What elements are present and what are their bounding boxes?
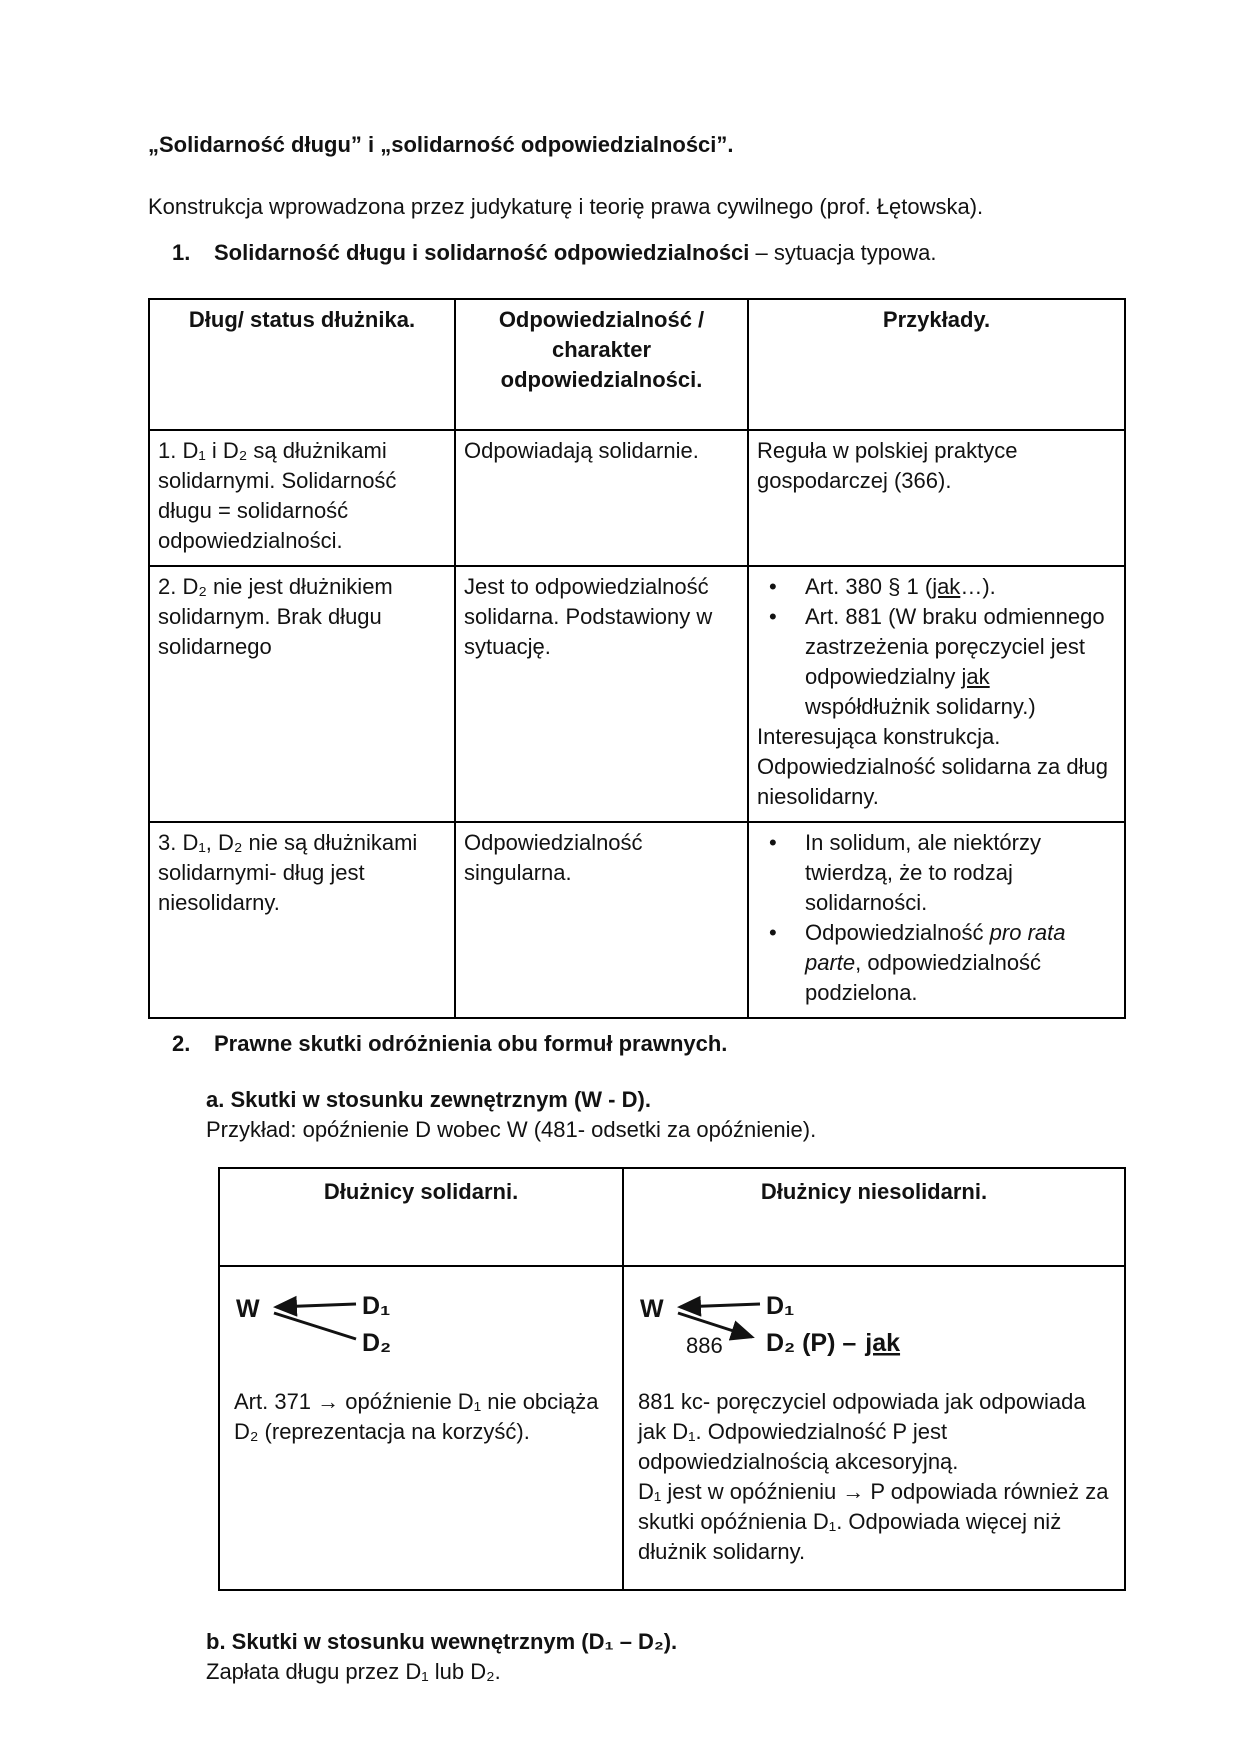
bullet-text [805,918,1116,1008]
header-odpowiedzialnosc: Odpowiedzialność / charakter odpowiedzialności. [455,299,748,430]
relation-diagram-niesolidarni [638,1279,1108,1363]
table-header-row [149,299,1125,430]
list-item [757,828,1116,918]
node-w: W [236,1295,260,1323]
item-text [214,238,937,268]
line-w-d2 [274,1313,356,1339]
table-dluznicy [218,1167,1126,1591]
bullet-icon: • [769,574,777,599]
header-przyklady: Przykłady. [748,299,1125,430]
header-dluznicy-solidarni: Dłużnicy solidarni. [219,1168,623,1266]
node-d2-text: D₂ (P) – [766,1329,857,1357]
cell-text: Art. 371 → opóźnienie D₁ nie obciąża D₂ (reprezentacja na korzyść). [234,1389,599,1444]
section-b-line: Zapłata długu przez D₁ lub D₂. [206,1659,501,1684]
section-a-heading: a. Skutki w stosunku zewnętrznym (W - D). [206,1087,651,1112]
node-d2 [766,1329,900,1357]
bullet-text-pre: Odpowiedzialność [805,920,990,945]
cell-text: 881 kc- poręczyciel odpowiada jak odpowiada jak D₁. Odpowiedzialność P jest odpowiedzialnością akcesoryjną. [638,1389,1086,1474]
cell-przyklady-1: Reguła w polskiej praktyce gospodarczej (366). [748,430,1125,566]
line-w-d1 [276,1304,356,1307]
node-w: W [640,1295,664,1323]
cell-note: Interesująca konstrukcja. Odpowiedzialność solidarna za dług niesolidarny. [757,724,1108,809]
cell-przyklady-2 [748,566,1125,822]
list-item [757,918,1116,1008]
list-item [757,572,1116,602]
list-item [757,602,1116,722]
section-a-example: Przykład: opóźnienie D wobec W (481- odsetki za opóźnienie). [206,1117,817,1142]
cell-text: D₁ jest w opóźnieniu → P odpowiada również za skutki opóźnienia D₁. Odpowiada więcej niż dłużnik solidarny. [638,1479,1109,1564]
node-d2-underlined: jak [865,1329,901,1357]
numbered-item-1 [148,238,1124,268]
cell-niesolidarni [623,1266,1125,1590]
item-normal-text: – sytuacja typowa. [749,240,937,265]
cell-odpowiedzialnosc-3: Odpowiedzialność singularna. [455,822,748,1018]
bullet-text-italic: pro rata parte [805,920,1066,975]
bullet-icon: • [769,604,777,629]
cell-dlug-1: 1. D₁ i D₂ są dłużnikami solidarnymi. Solidarność długu = solidarność odpowiedzialności. [149,430,455,566]
item-number: 1. [172,240,191,265]
table-dlug-odpowiedzialnosc [148,298,1126,1019]
bullet-text-post: …). [960,574,996,599]
table-row [219,1266,1125,1590]
table-row [149,430,1125,566]
edge-label-886: 886 [686,1333,723,1358]
bullet-text-post: współdłużnik solidarny.) [805,694,1036,719]
header-dluznicy-niesolidarni: Dłużnicy niesolidarni. [623,1168,1125,1266]
line-w-d1 [680,1304,760,1307]
bullet-text-underlined: jak [961,664,990,689]
node-d2: D₂ [362,1329,392,1357]
page-title: „Solidarność długu” i „solidarność odpowiedzialności”. [148,132,734,157]
document-content [148,0,1124,1687]
table-row [149,566,1125,822]
bullet-text [805,572,1116,602]
section-b-heading: b. Skutki w stosunku wewnętrznym (D₁ – D₂). [206,1629,678,1654]
bullet-text: In solidum, ale niektórzy twierdzą, że to rodzaj solidarności. [805,830,1041,915]
cell-odpowiedzialnosc-1: Odpowiadają solidarnie. [455,430,748,566]
header-dlug: Dług/ status dłużnika. [149,299,455,430]
relation-diagram-solidarni [234,1279,604,1363]
node-d1: D₁ [766,1292,795,1320]
numbered-item-2 [148,1029,1124,1059]
bullet-text-underlined: jak [932,574,961,599]
bullet-text-pre: Art. 380 § 1 ( [805,574,933,599]
table-row [149,822,1125,1018]
table-header-row [219,1168,1125,1266]
item-number: 2. [172,1031,191,1056]
bullet-icon: • [769,920,777,945]
bullet-text-post: , odpowiedzialność podzielona. [805,950,1042,1005]
cell-odpowiedzialnosc-2: Jest to odpowiedzialność solidarna. Podstawiony w sytuację. [455,566,748,822]
cell-dlug-3: 3. D₁, D₂ nie są dłużnikami solidarnymi- dług jest niesolidarny. [149,822,455,1018]
bullet-text-pre: Art. 881 (W braku odmiennego zastrzeżenia poręczyciel jest odpowiedzialny [805,604,1105,689]
cell-solidarni [219,1266,623,1590]
intro-paragraph: Konstrukcja wprowadzona przez judykaturę i teorię prawa cywilnego (prof. Łętowska). [148,194,984,219]
node-d1: D₁ [362,1292,391,1320]
cell-dlug-2: 2. D₂ nie jest dłużnikiem solidarnym. Brak długu solidarnego [149,566,455,822]
item-text: Prawne skutki odróżnienia obu formuł prawnych. [214,1031,728,1056]
bullet-icon: • [769,830,777,855]
item-bold-text: Solidarność długu i solidarność odpowiedzialności [214,240,750,265]
cell-przyklady-3 [748,822,1125,1018]
bullet-text [805,602,1116,722]
